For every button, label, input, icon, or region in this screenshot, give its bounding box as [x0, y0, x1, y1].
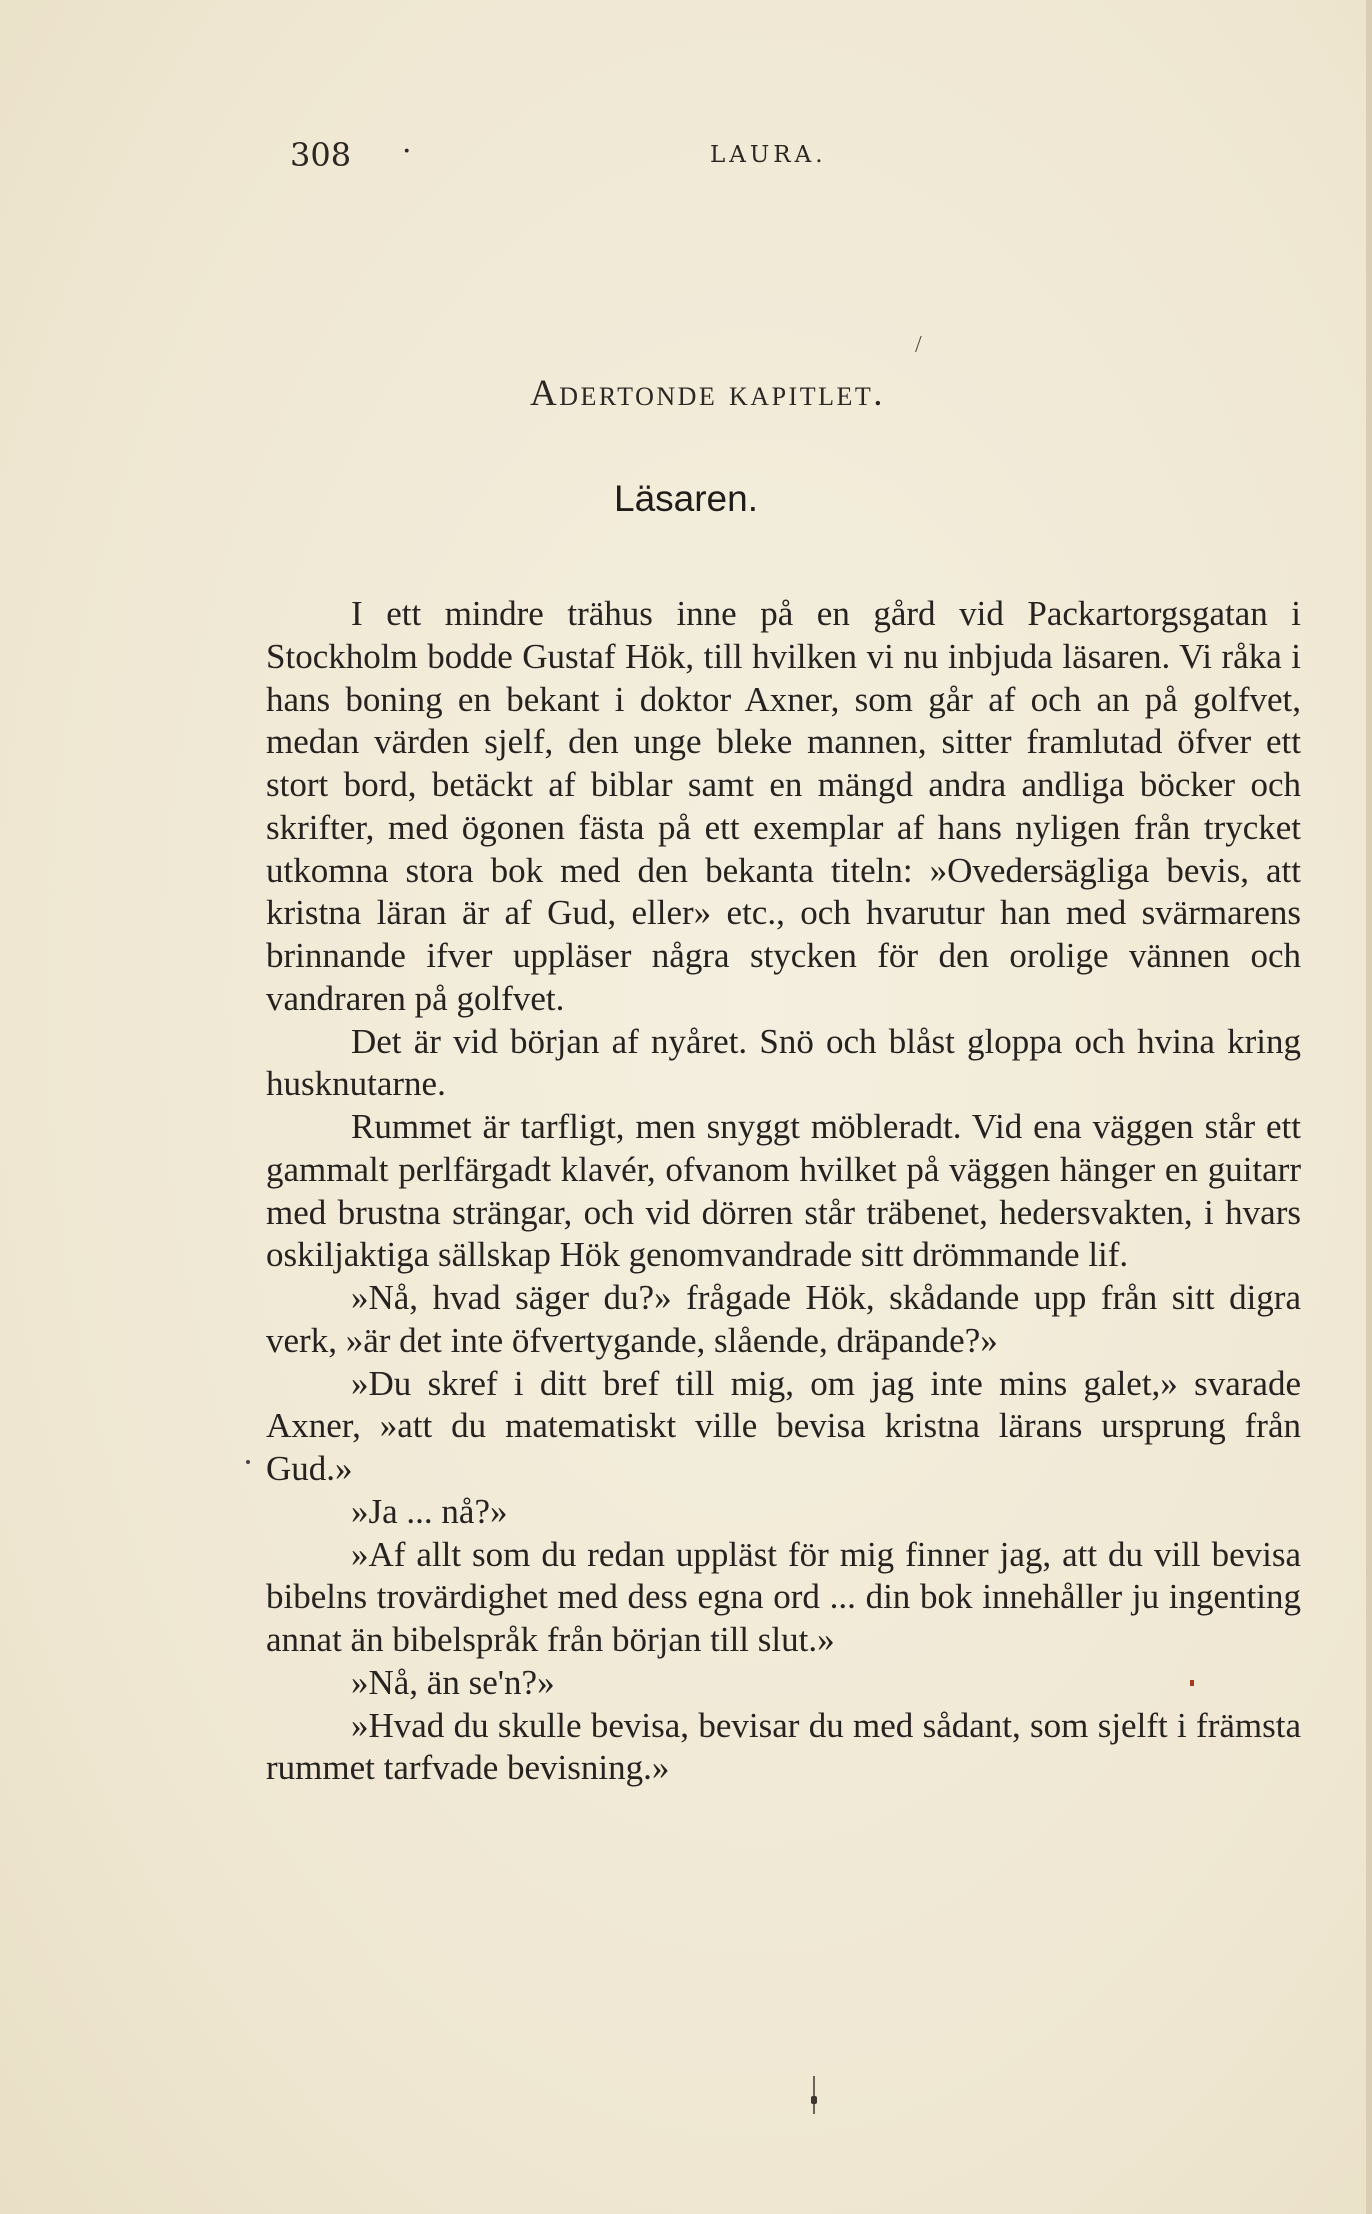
section-title: Läsaren.: [614, 478, 758, 519]
ink-speck: [1190, 1680, 1194, 1686]
page-number: 308: [290, 136, 352, 174]
page-edge: [1366, 0, 1372, 2214]
running-head: [290, 136, 850, 186]
paragraph: »Ja ... nå?»: [351, 1491, 508, 1531]
binding-mark-blob: [811, 2096, 817, 2104]
paragraph: »Af allt som du redan uppläst för mig finner jag, att du vill bevisa bibelns trovärdighet med dess egna ord ... din bok innehåller ju ingenting annat än bibelspråk från början till slut.»: [266, 1534, 1301, 1659]
pencil-mark: /: [915, 332, 922, 358]
margin-dot: [246, 1460, 250, 1464]
paragraph: I ett mindre trähus inne på en gård vid Packartorgsgatan i Stockholm bodde Gustaf Hök, till hvilken vi nu inbjuda läsaren. Vi råka i hans boning en bekant i doktor Axner, som går af och an på golfvet, medan värden sjelf, den unge bleke mannen, sitter framlutad öfver ett stort bord, betäckt af biblar samt en mängd andra andliga böcker och skrifter, med ögonen fästa på ett exemplar af hans nyligen från trycket utkomna stora bok med den bekanta titeln: »Ovedersägliga bevis, att kristna läran är af Gud, eller» etc., och hvarutur han med svärmarens brinnande ifver uppläser några stycken för den orolige vännen och vandraren på golfvet.: [266, 594, 1301, 1018]
body-text: [266, 593, 1301, 1790]
chapter-heading: Adertonde kapitlet.: [530, 373, 885, 414]
header-dot: ·: [402, 134, 412, 169]
paragraph: »Du skref i ditt bref till mig, om jag inte mins galet,» svarade Axner, »att du matematiskt ville bevisa kristna lärans ursprung från Gud.»: [266, 1363, 1301, 1488]
binding-mark: [811, 2076, 817, 2116]
paragraph: »Nå, hvad säger du?» frågade Hök, skådande upp från sitt digra verk, »är det inte öfvertygande, slående, dräpande?»: [266, 1278, 1301, 1360]
paragraph: Rummet är tarfligt, men snyggt möbleradt. Vid ena väggen står ett gammalt perlfärgadt klavér, ofvanom hvilket på väggen hänger en guitarr med brustna strängar, och vid dörren står träbenet, hedersvakten, i hvars oskiljaktiga sällskap Hök genomvandrade sitt drömmande lif.: [266, 1107, 1301, 1275]
running-title: LAURA.: [710, 142, 827, 168]
paragraph: Det är vid början af nyåret. Snö och blåst gloppa och hvina kring husknutarne.: [266, 1021, 1301, 1104]
paragraph: »Nå, än se'n?»: [351, 1662, 555, 1702]
binding-mark-stem: [813, 2076, 815, 2114]
paragraph: »Hvad du skulle bevisa, bevisar du med sådant, som sjelft i främsta rummet tarfvade bevisning.»: [266, 1705, 1301, 1788]
